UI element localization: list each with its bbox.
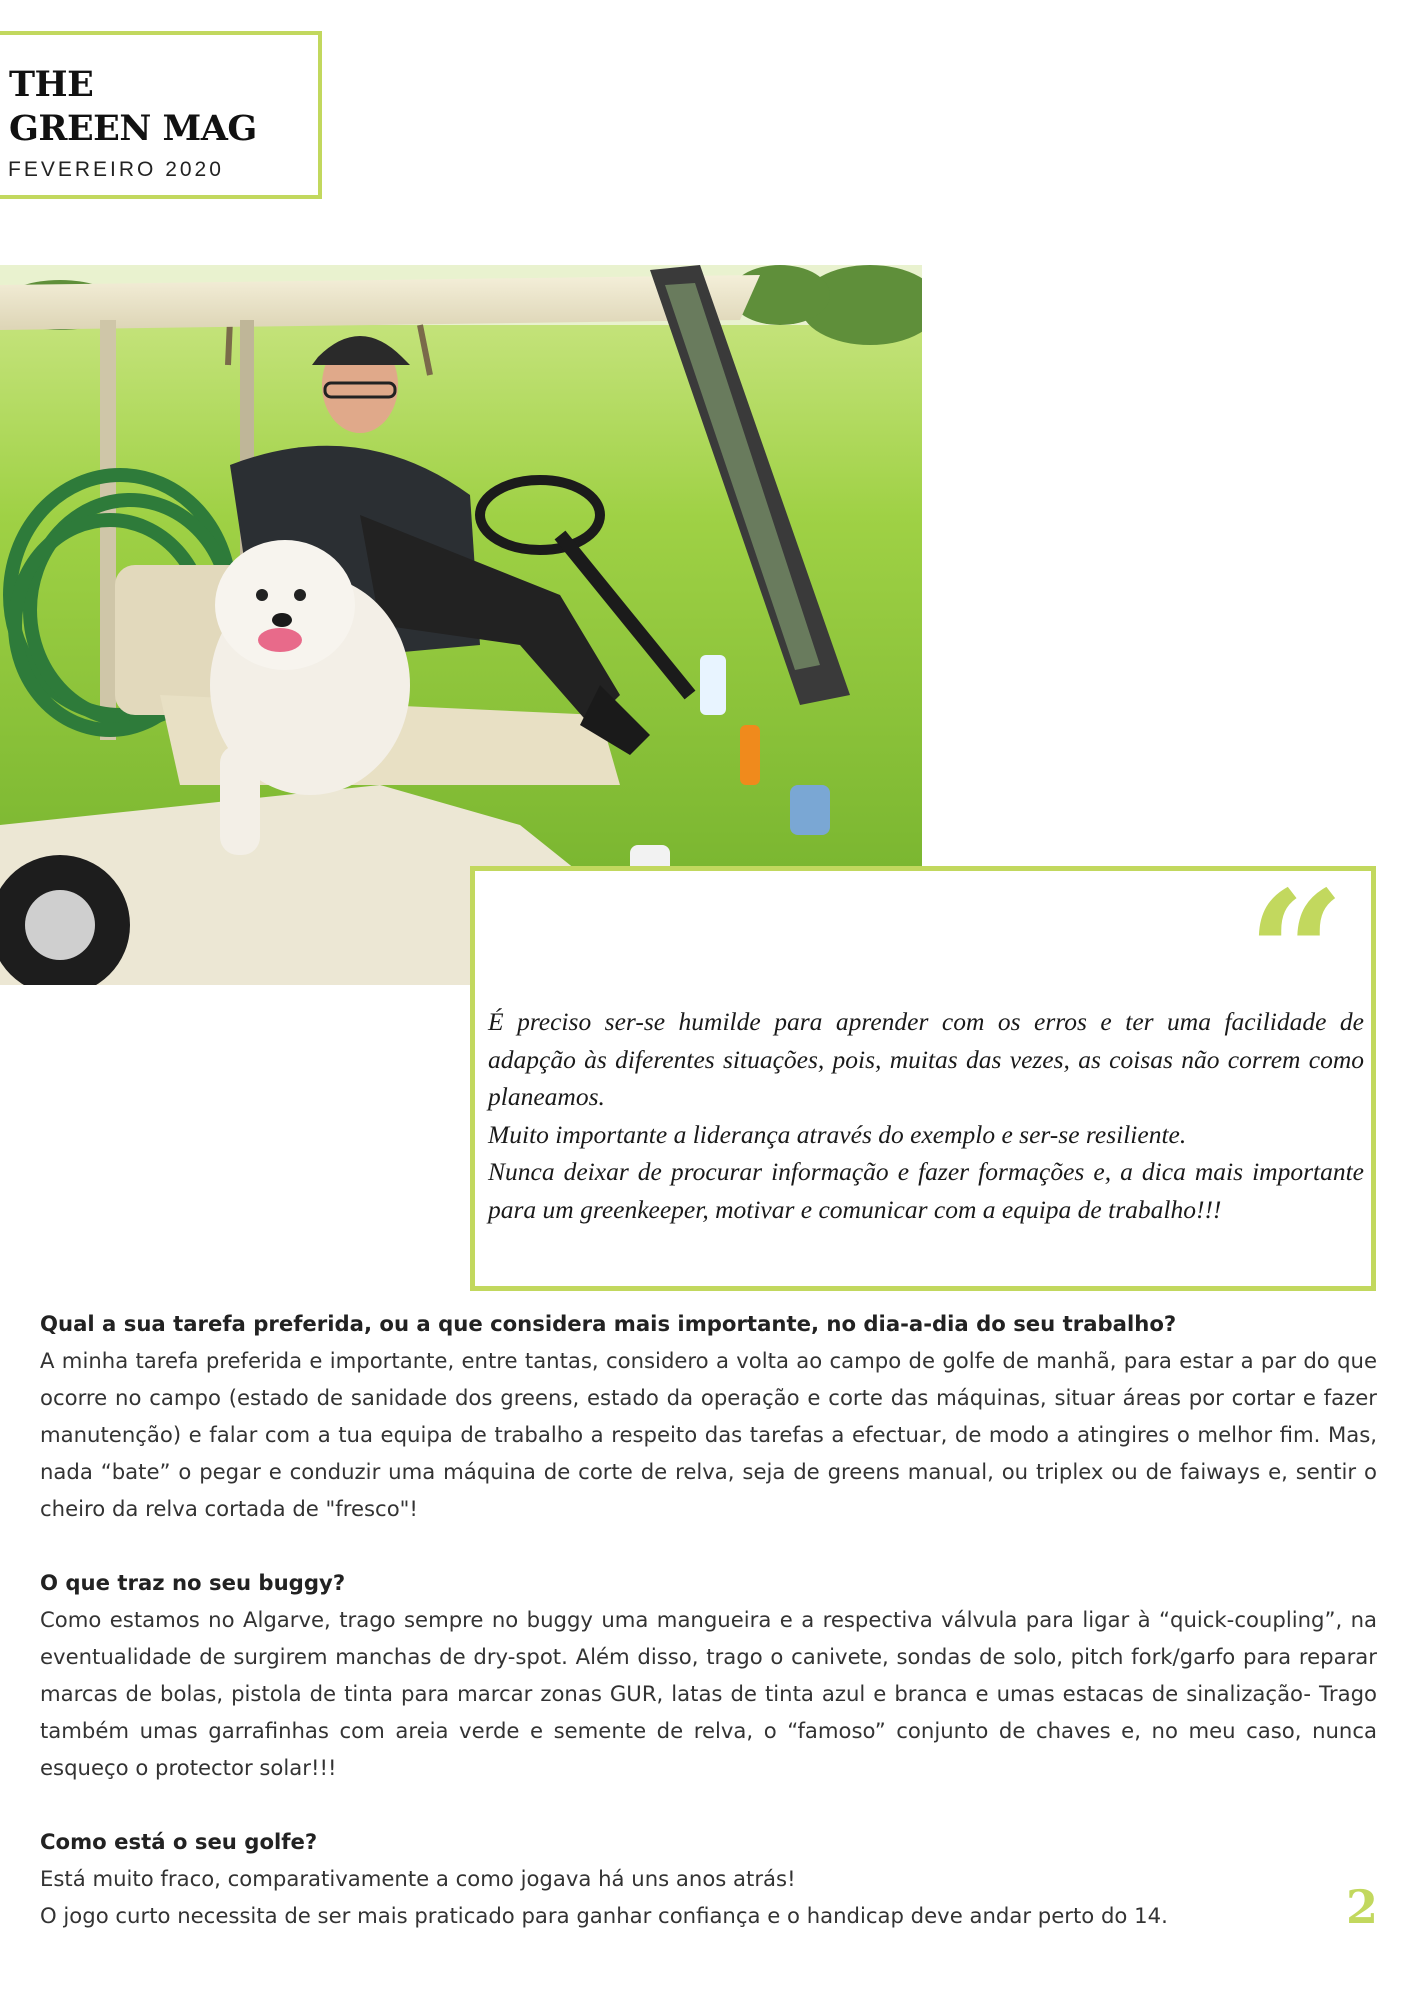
- qa-item: [40, 1564, 1377, 1786]
- magazine-title-line-1: THE: [9, 64, 94, 105]
- quote-mark-icon: “: [1247, 854, 1345, 1054]
- magazine-title: [9, 63, 257, 151]
- masthead: [0, 31, 322, 199]
- qa-item: [40, 1305, 1377, 1527]
- qa-item: [40, 1823, 1377, 1934]
- question-heading: Qual a sua tarefa preferida, ou a que considera mais importante, no dia-a-dia do seu trabalho?: [40, 1311, 1177, 1336]
- answer-paragraph: Como estamos no Algarve, trago sempre no buggy uma mangueira e a respectiva válvula para ligar à “quick-coupling”, na eventualidade de surgirem manchas de dry-spot. Além disso, trago o canivete, sondas de solo, pitch fork/garfo para reparar marcas de bolas, pistola de tinta para marcar zonas GUR, latas de tinta azul e branca e umas estacas de sinalização- Trago também umas garrafinhas com areia verde e semente de relva, o “famoso” conjunto de chaves e, no meu caso, nunca esqueço o protector solar!!!: [40, 1607, 1377, 1780]
- page-number: 2: [1345, 1880, 1378, 1934]
- answer-paragraph: A minha tarefa preferida e importante, entre tantas, considero a volta ao campo de golfe de manhã, para estar a par do que ocorre no campo (estado de sanidade dos greens, estado da operação e corte das máquinas, situar áreas por cortar e fazer manutenção) e falar com a tua equipa de trabalho a respeito das tarefas a efectuar, de modo a atingires o melhor fim. Mas, nada “bate” o pegar e conduzir uma máquina de corte de relva, seja de greens manual, ou triplex ou de faiways e, sentir o cheiro da relva cortada de "fresco"!: [40, 1348, 1377, 1521]
- pull-quote-text: [488, 1003, 1364, 1228]
- magazine-title-line-2: GREEN MAG: [9, 108, 257, 149]
- pull-quote-line: É preciso ser-se humilde para aprender com os erros e ter uma facilidade de adapção às diferentes situações, pois, muitas das vezes, as coisas não correm como planeamos.: [488, 1007, 1364, 1111]
- issue-date: FEVEREIRO 2020: [8, 158, 224, 181]
- pull-quote-line: Nunca deixar de procurar informação e fazer formações e, a dica mais importante para um greenkeeper, motivar e comunicar com a equipa de trabalho!!!: [488, 1157, 1364, 1224]
- question-heading: O que traz no seu buggy?: [40, 1570, 346, 1595]
- answer-paragraph: O jogo curto necessita de ser mais praticado para ganhar confiança e o handicap deve andar perto do 14.: [40, 1903, 1168, 1928]
- answer-paragraph: Está muito fraco, comparativamente a como jogava há uns anos atrás!: [40, 1866, 796, 1891]
- pull-quote-line: Muito importante a liderança através do exemplo e ser-se resiliente.: [488, 1119, 1187, 1149]
- pull-quote: [470, 854, 1376, 1291]
- interview-article: [40, 1305, 1377, 1971]
- question-heading: Como está o seu golfe?: [40, 1829, 318, 1854]
